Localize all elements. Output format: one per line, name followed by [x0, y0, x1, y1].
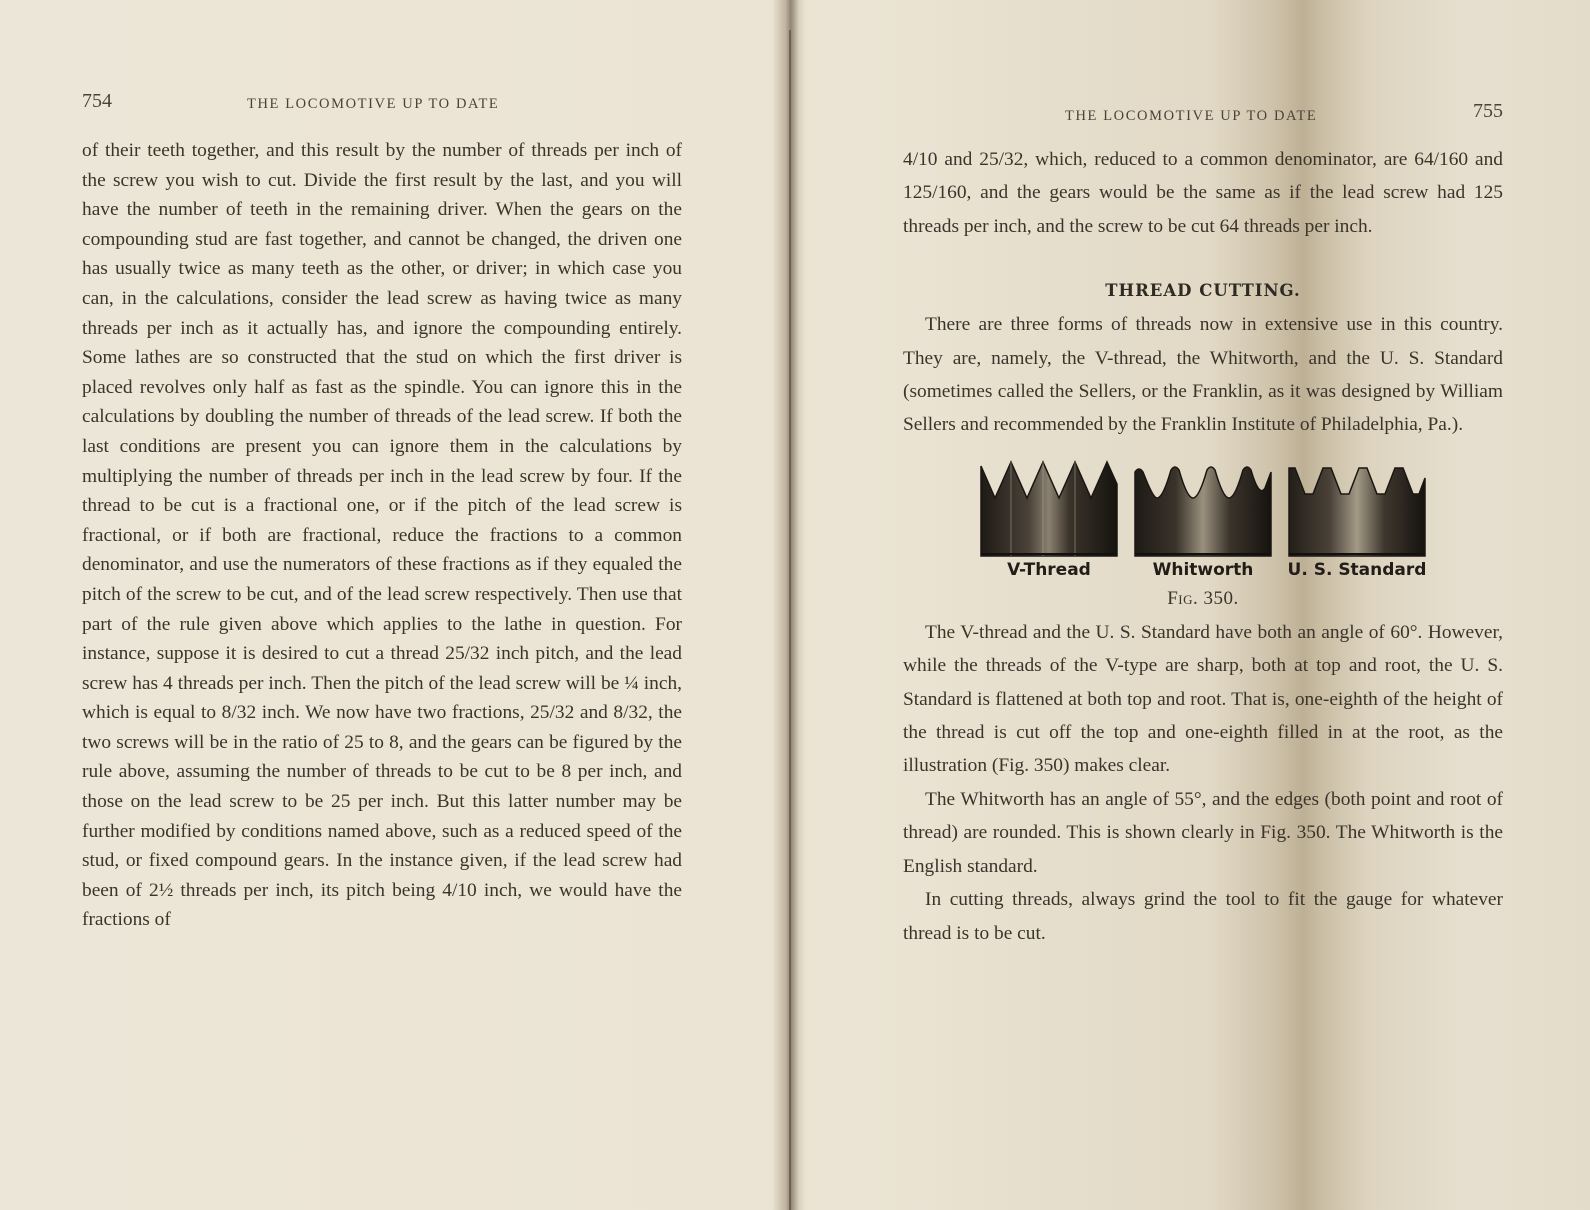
right-running-head — [903, 100, 1503, 130]
left-running-title: THE LOCOMOTIVE UP TO DATE — [247, 96, 500, 112]
left-running-head — [82, 90, 682, 120]
left-page — [82, 90, 682, 935]
right-paragraph-5: In cutting threads, always grind the tool to fit the gauge for whatever thread is to be cut. — [903, 889, 1503, 944]
v-thread-label: V-Thread — [1007, 559, 1091, 580]
us-standard-label: U. S. Standard — [1287, 559, 1427, 580]
right-paragraph-2: There are three forms of threads now in extensive use in this country. They are, namely, the V-thread, the Whitworth, and the U. S. Standard (sometimes called the Sellers, or the Franklin, as it was designed by William Sellers and recommended by the Franklin Institute of Philadelphia, Pa.). — [903, 314, 1503, 436]
right-paragraph-1: 4/10 and 25/32, which, reduced to a common denominator, are 64/160 and 125/160, and the gears would be the same as if the lead screw had 125 threads per inch, and the screw to be cut 64 threads per inch. — [903, 149, 1503, 237]
gutter-fold-line — [789, 30, 791, 1210]
left-page-number: 754 — [82, 90, 112, 112]
us-standard-illustration — [1287, 458, 1427, 558]
us-standard-figure — [1286, 458, 1428, 580]
right-page — [903, 100, 1503, 950]
right-paragraph-4: The Whitworth has an angle of 55°, and the edges (both point and root of thread) are rounded. This is shown clearly in Fig. 350. The Whitworth is the English standard. — [903, 788, 1503, 877]
whitworth-label: Whitworth — [1152, 559, 1254, 580]
thread-figure — [903, 458, 1503, 610]
right-running-title: THE LOCOMOTIVE UP TO DATE — [1065, 108, 1318, 124]
figure-caption: Fig. 350. — [1167, 587, 1239, 609]
whitworth-figure — [1132, 458, 1274, 580]
section-heading: THREAD CUTTING. — [1105, 281, 1301, 301]
right-page-number: 755 — [1473, 100, 1503, 122]
v-thread-illustration — [979, 458, 1119, 558]
right-paragraph-3: The V-thread and the U. S. Standard have both an angle of 60°. However, while the threads of the V-type are sharp, both at top and root, the U. S. Standard is flattened at both top and root. That is, one-eighth of the height of the thread is cut off the top and one-eighth filled in at the root, as the illustration (Fig. 350) makes clear. — [903, 621, 1503, 777]
v-thread-figure — [978, 458, 1120, 580]
left-body-paragraph: of their teeth together, and this result by the number of threads per inch of the screw you wish to cut. Divide the first result by the last, and you will have the number of teeth in the remaining driver. When the gears on the compounding stud are fast together, and cannot be changed, the driven one has usually twice as many teeth as the other, or driver; in which case you can, in the calculations, consider the lead screw as having twice as many threads per inch as it actually has, and ignore the compounding entirely. Some lathes are so constructed that the stud on which the first driver is placed revolves only half as fast as the spindle. You can ignore this in the calculations by doubling the number of threads of the lead screw. If both the last conditions are present you can ignore them in the calculations by multiplying the number of threads per inch in the lead screw by four. If the thread to be cut is a fractional one, or if the pitch of the lead screw is fractional, or if both are fractional, reduce the fractions to a common denominator, and use the numerators of these fractions as if they equaled the pitch of the screw to be cut, and of the lead screw respectively. Then use that part of the rule given above which applies to the lathe in question. For instance, suppose it is desired to cut a thread 25/32 inch pitch, and the lead screw has 4 threads per inch. Then the pitch of the lead screw will be ¼ inch, which is equal to 8/32 inch. We now have two fractions, 25/32 and 8/32, the two screws will be in the ratio of 25 to 8, and the gears can be figured by the rule above, assuming the number of threads to be cut to be 8 per inch, and those on the lead screw to be 25 per inch. But this latter number may be further modified by conditions named above, such as a reduced speed of the stud, or fixed compound gears. In the instance given, if the lead screw had been of 2½ threads per inch, its pitch being 4/10 inch, we would have the fractions of — [82, 140, 682, 931]
whitworth-illustration — [1133, 458, 1273, 558]
